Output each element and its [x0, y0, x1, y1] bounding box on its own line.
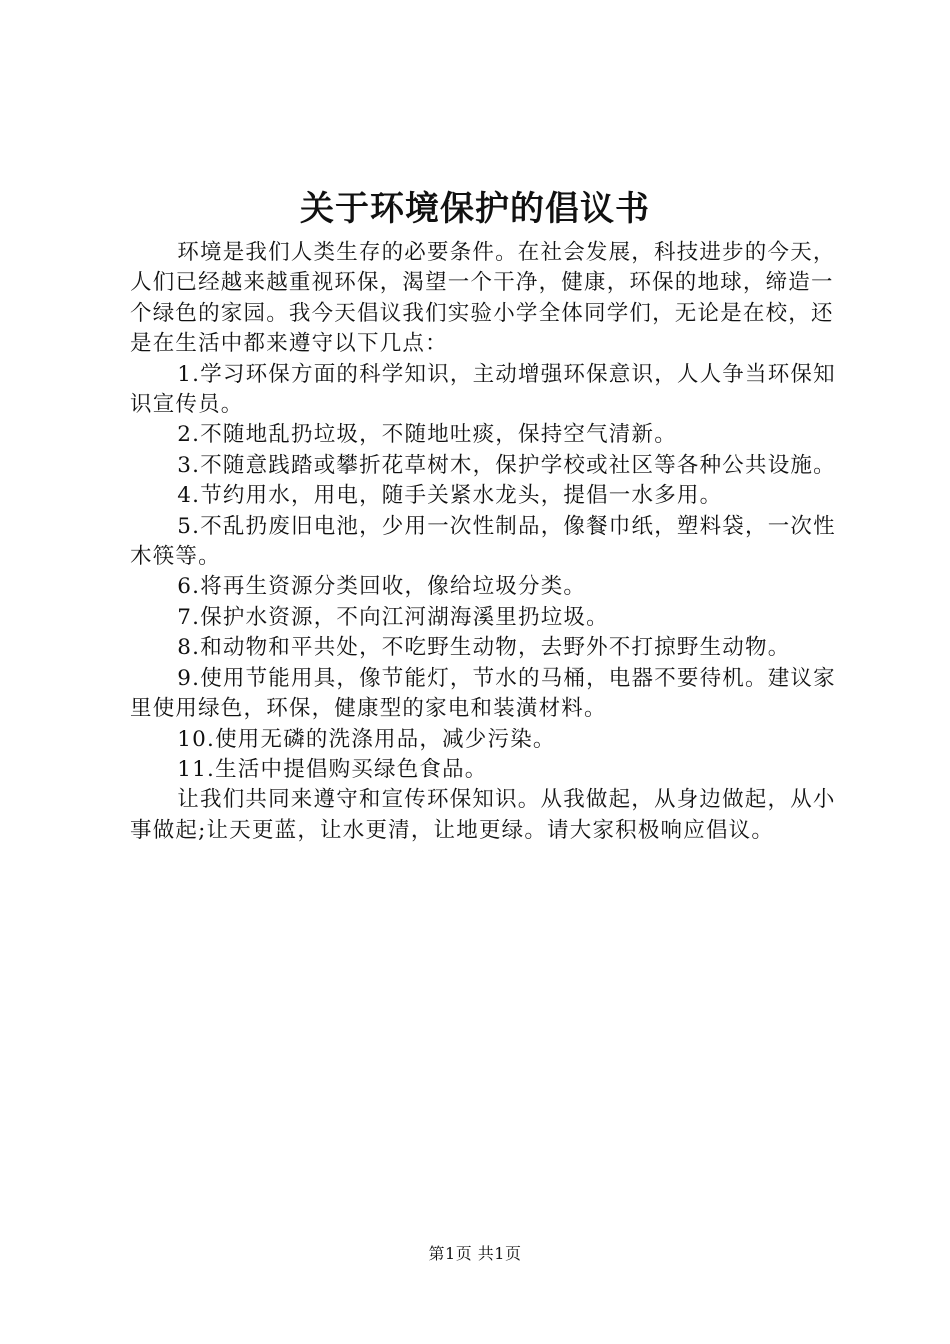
item-8: 8.和动物和平共处，不吃野生动物，去野外不打掠野生动物。 [177, 635, 791, 661]
item-6: 6.将再生资源分类回收，像给垃圾分类。 [177, 574, 587, 600]
item-4: 4.节约用水，用电，随手关紧水龙头，提倡一水多用。 [177, 483, 723, 509]
item-3: 3.不随意践踏或攀折花草树木，保护学校或社区等各种公共设施。 [177, 452, 836, 478]
page-footer: 第1页 共1页 [428, 1244, 522, 1263]
item-11: 11.生活中提倡购买绿色食品。 [177, 756, 488, 782]
item-7: 7.保护水资源，不向江河湖海溪里扔垃圾。 [177, 604, 609, 630]
document-body [130, 238, 842, 846]
document-title: 关于环境保护的倡议书 [300, 189, 650, 229]
item-1: 1.学习环保方面的科学知识，主动增强环保意识，人人争当环保知识宣传员。 [130, 361, 836, 418]
item-9: 9.使用节能用具，像节能灯，节水的马桶，电器不要待机。建议家里使用绿色，环保，健康型的家电和装潢材料。 [130, 665, 836, 722]
closing-paragraph: 让我们共同来遵守和宣传环保知识。从我做起，从身边做起，从小事做起;让天更蓝，让水更清，让地更绿。请大家积极响应倡议。 [130, 787, 836, 843]
item-5: 5.不乱扔废旧电池，少用一次性制品，像餐巾纸，塑料袋，一次性木筷等。 [130, 513, 836, 570]
intro-paragraph: 环境是我们人类生存的必要条件。在社会发展，科技进步的今天，人们已经越来越重视环保，渴望一个干净，健康，环保的地球，缔造一个绿色的家园。我今天倡议我们实验小学全体同学们，无论是在校，还是在生活中都来遵守以下几点： [130, 240, 836, 357]
item-2: 2.不随地乱扔垃圾，不随地吐痰，保持空气清新。 [177, 422, 677, 448]
item-10: 10.使用无磷的洗涤用品，减少污染。 [177, 726, 556, 752]
